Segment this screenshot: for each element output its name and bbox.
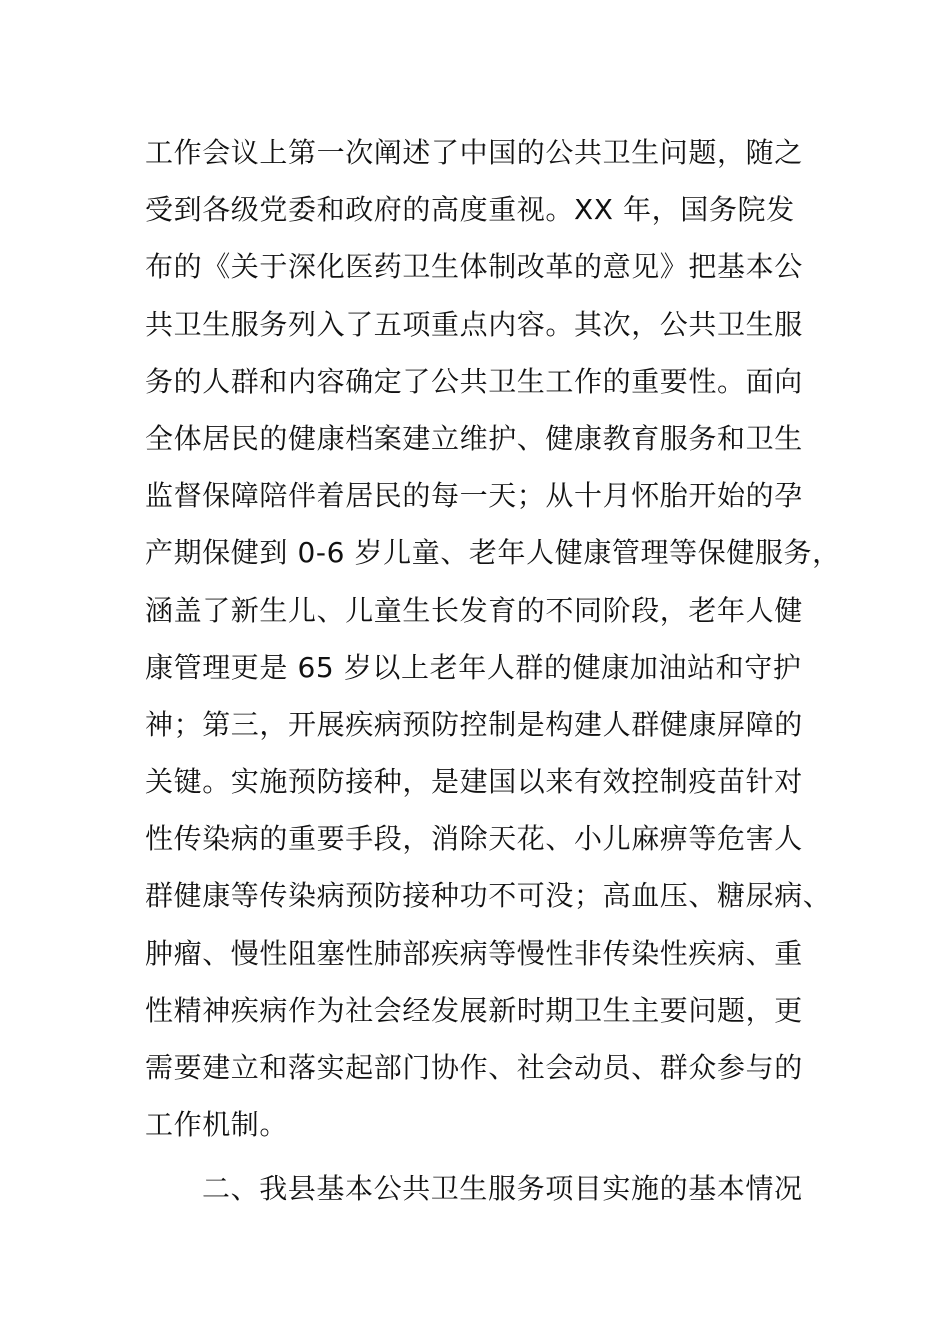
text-line: 需要建立和落实起部门协作、社会动员、群众参与的: [145, 1051, 803, 1084]
text-line: 共卫生服务列入了五项重点内容。其次，公共卫生服: [145, 307, 803, 341]
body-text: [145, 124, 845, 1218]
text-line: 产期保健到 0-6 岁儿童、老年人健康管理等保健服务，: [145, 536, 841, 570]
text-line: 性传染病的重要手段，消除天花、小儿麻痹等危害人: [145, 822, 803, 856]
text-line: 性精神疾病作为社会经发展新时期卫生主要问题，更: [145, 993, 803, 1027]
text-line: 涵盖了新生儿、儿童生长发育的不同阶段，老年人健: [145, 593, 803, 627]
text-line: 全体居民的健康档案建立维护、健康教育服务和卫生: [145, 421, 803, 455]
text-line: 工作机制。: [145, 1108, 289, 1142]
text-line: 监督保障陪伴着居民的每一天；从十月怀胎开始的孕: [145, 479, 803, 513]
text-line: 受到各级党委和政府的高度重视。XX 年，国务院发: [145, 193, 795, 227]
text-line: 工作会议上第一次阐述了中国的公共卫生问题，随之: [145, 136, 803, 169]
text-line: 群健康等传染病预防接种功不可没；高血压、糖尿病、: [145, 879, 832, 913]
text-line: 关键。实施预防接种，是建国以来有效控制疫苗针对: [145, 765, 803, 799]
text-line: 神；第三，开展疾病预防控制是构建人群健康屏障的: [145, 707, 803, 741]
section-heading: 二、我县基本公共卫生服务项目实施的基本情况: [202, 1172, 803, 1206]
text-line: 布的《关于深化医药卫生体制改革的意见》把基本公: [145, 250, 803, 284]
text-line: 康管理更是 65 岁以上老年人群的健康加油站和守护: [145, 650, 802, 684]
text-line: 务的人群和内容确定了公共卫生工作的重要性。面向: [145, 364, 803, 398]
text-line: 肿瘤、慢性阻塞性肺部疾病等慢性非传染性疾病、重: [145, 936, 803, 970]
